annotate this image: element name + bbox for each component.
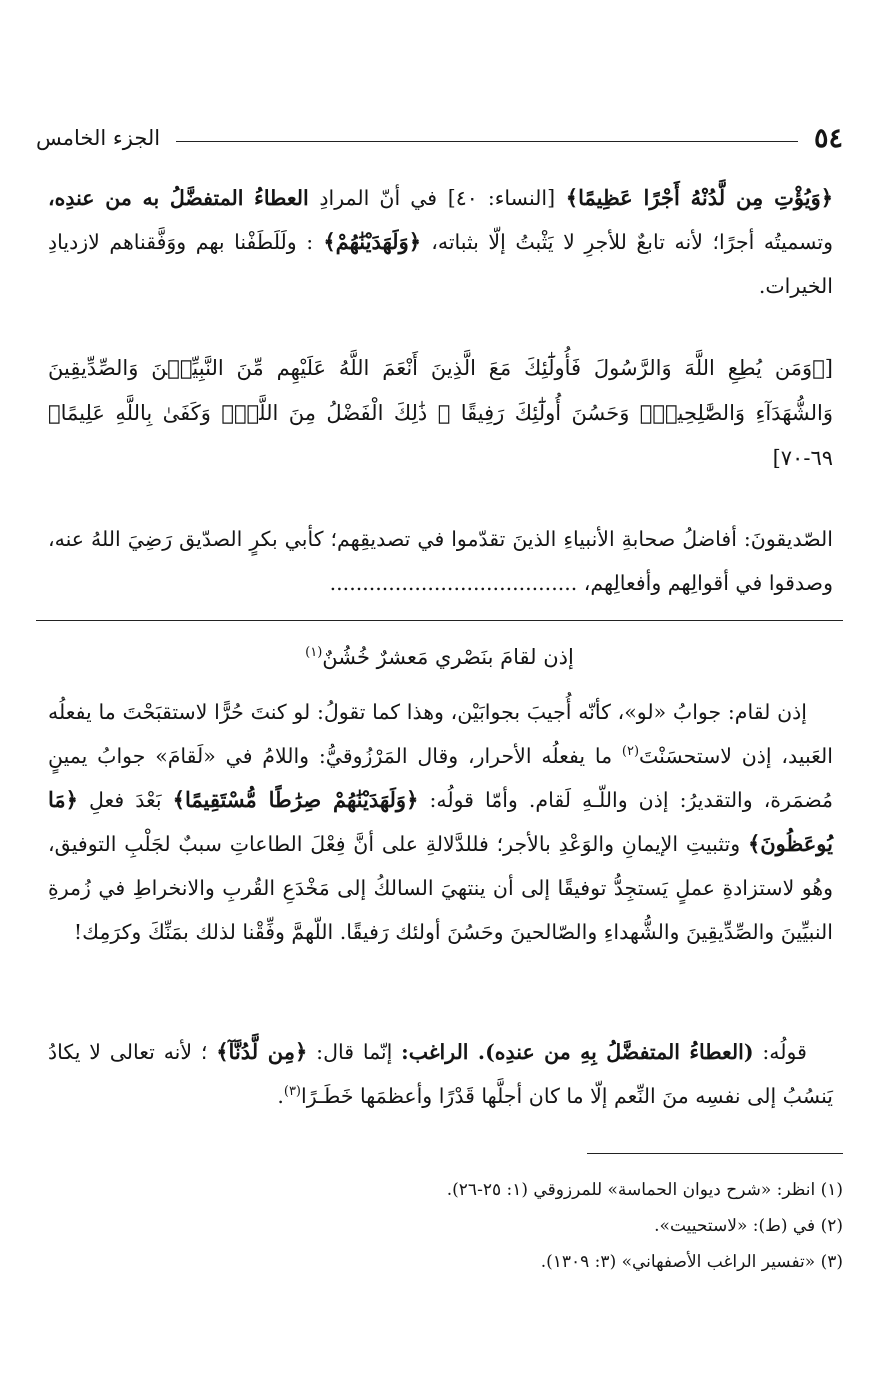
top-paragraph bbox=[48, 176, 833, 308]
surah-reference: [النساء: ٤٠] bbox=[447, 186, 556, 210]
commentary-paragraph bbox=[48, 517, 833, 605]
body-text: في أنّ المرادِ bbox=[319, 186, 438, 210]
footnote-2: (٢) في (ط): «لاستحييت». bbox=[654, 1216, 843, 1236]
quran-quote: ﴿مَا يُوعَظُونَ﴾ bbox=[48, 787, 833, 856]
quran-quote: ﴿وَيُؤْتِ مِن لَّدُنْهُ أَجْرًا عَظِيمًا﴾ bbox=[565, 185, 834, 210]
body-text: قولُه: bbox=[762, 1040, 807, 1064]
verse-block: [﴿وَمَن يُطِعِ اللَّهَ وَالرَّسُولَ فَأُولَٰٓئِكَ مَعَ الَّذِينَ أَنْعَمَ اللَّهُ عَلَيْهِم مِّنَ النَّبِيِّـۧنَ وَالصِّدِّيقِينَ وَالشُّهَدَآءِ وَالصَّٰلِحِينَۚ وَحَسُنَ أُولَٰٓئِكَ رَفِيقًا ۞ ذَٰلِكَ الْفَضْلُ مِنَ اللَّهِۚ وَكَفَىٰ بِاللَّهِ عَلِيمًا﴾ ٦٩-٧٠] bbox=[48, 356, 833, 470]
body-text: وتسميتُه أجرًا؛ لأنه تابعٌ للأجرِ لا يَثْبتُ إلّا بثباته، bbox=[431, 230, 834, 254]
sentence-end: . bbox=[277, 1084, 284, 1108]
body-text: إنّما قال: bbox=[316, 1040, 393, 1064]
quran-quote: ﴿وَلَهَدَيْنَٰهُمْ﴾ bbox=[323, 229, 422, 254]
bold-phrase: (العطاءُ المتفضَّلُ بِهِ من عندِه). الراغب: bbox=[401, 1040, 754, 1064]
body-text: وتثبيتِ الإيمانِ والوَعْدِ بالأجر؛ فللدَّلالةِ على أنَّ فِعْلَ الطاعاتِ سببٌ لجَلْبِ التوفيق، وهُو لاستزادةِ عملٍ يَستجِدُّ توفيقًا إلى أن ينتهيَ السالكُ إلى مَخْدَعِ القُربِ والانخراطِ في زُمرةِ النبيِّينَ والصِّدِّيقِينَ والشُّهداءِ والصّالحينَ وحَسُنَ أولئك رَفيقًا. اللّهمَّ وفِّقْنا لذلك بمَنِّكَ وكرَمِك! bbox=[48, 832, 833, 944]
body-text: ؛ لأنه تعالى لا يكادُ يَنسُبُ إلى نفسِه منَ النِّعم إلّا ما كان أجلَّها قَدْرًا وأعظمَها خَطَـرًا bbox=[48, 1040, 833, 1108]
footnote-1: (١) انظر: «شرح ديوان الحماسة» للمرزوقي (١: ٢٥-٢٦). bbox=[446, 1180, 843, 1200]
page-header bbox=[36, 118, 843, 158]
section-divider bbox=[36, 620, 843, 621]
body-text: ما يفعلُه الأحرار، وقال المَرْزُوقيُّ: واللامُ في «لَقامَ» جوابُ يمينٍ مُضمَرة، والتقديرُ: إذن واللّـهِ لَقام. وأمّا قولُه: bbox=[48, 744, 833, 812]
running-title: الجزء الخامس bbox=[36, 126, 161, 150]
body-text: بَعْدَ فعلِ bbox=[89, 788, 162, 812]
footnote-3: (٣) «تفسير الراغب الأصفهاني» (٣: ١٣٠٩). bbox=[540, 1252, 843, 1272]
quran-quote: ﴿مِن لَّدُنَّآ﴾ bbox=[216, 1039, 308, 1064]
explanation-paragraph bbox=[48, 690, 833, 954]
body-text: إذن لقام: جوابُ «لو»، كأنّه أُجيبَ بجوابَيْن، وهذا كما تقولُ: لو كنتَ حُرًّا لاستقبَحْتَ ما يفعلُه العَبيد، إذن لاستحسَنْتَ bbox=[48, 700, 833, 768]
page-number: ٥٤ bbox=[813, 122, 843, 154]
poem-line bbox=[0, 637, 879, 677]
footnote-ref-1: (١) bbox=[305, 645, 323, 660]
quran-quote: ﴿وَلَهَدَيْنَٰهُمْ صِرَٰطًا مُّسْتَقِيمًا﴾ bbox=[172, 787, 419, 812]
commentary-text: الصّديقونَ: أفاضلُ صحابةِ الأنبياءِ الذينَ تقدّموا في تصديقِهم؛ كأبي بكرٍ الصدّيق رَضِيَ اللهُ عنه، وصدقوا في أقوالِهم وأفعالِهم، bbox=[48, 527, 833, 595]
raghib-paragraph bbox=[48, 1030, 833, 1118]
footnote-ref-3: (٣) bbox=[283, 1084, 301, 1100]
header-rule bbox=[176, 141, 798, 142]
bold-phrase: العطاءُ المتفضَّلُ به من عندِه، bbox=[48, 186, 309, 210]
dotted-leader: ...................................... bbox=[329, 571, 578, 595]
footnote-ref-2: (٢) bbox=[621, 744, 640, 760]
poem-text: إذن لقامَ بنَصْري مَعشرٌ خُشُنٌ bbox=[322, 645, 574, 669]
footnote-rule bbox=[587, 1153, 843, 1154]
body-text: : ولَلَطَفْنا بهم ووَفَّقناهم لازديادِ الخيرات. bbox=[48, 230, 833, 298]
